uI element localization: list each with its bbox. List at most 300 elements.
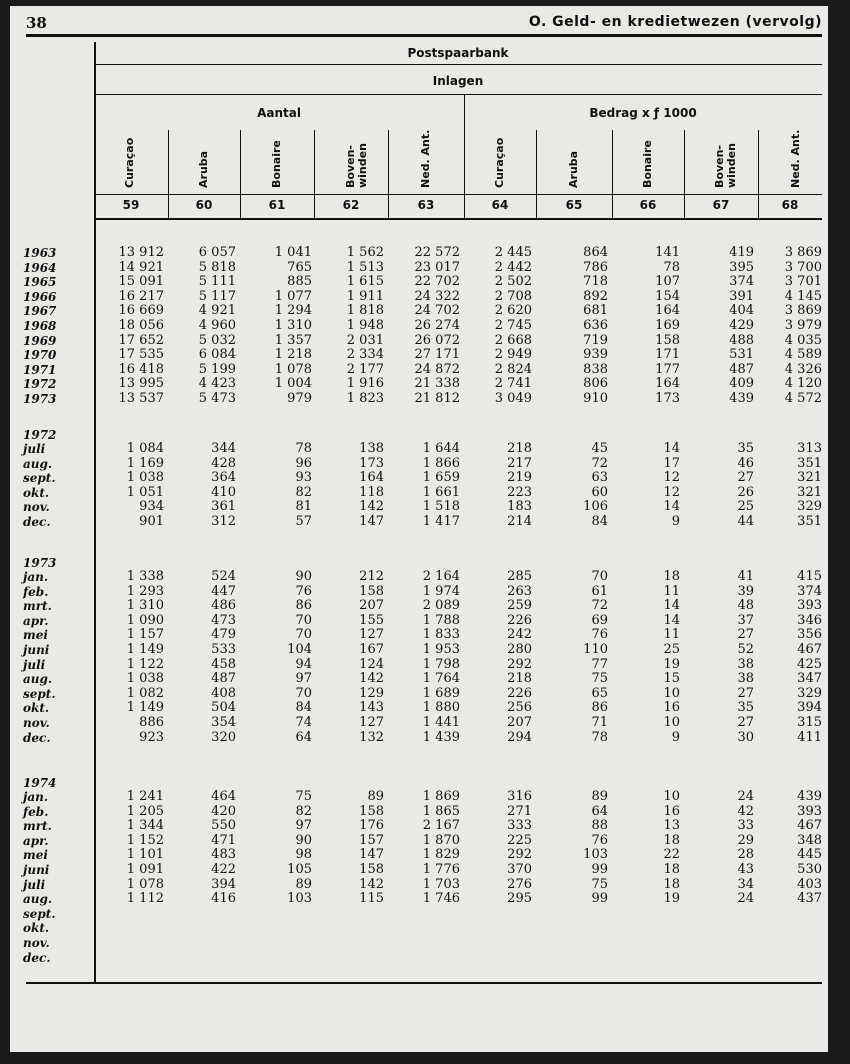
column-number: 66	[639, 198, 657, 212]
table-cell: 82	[295, 484, 312, 500]
table-cell: 13	[663, 818, 680, 834]
table-cell: 19	[663, 656, 680, 672]
row-label: okt.	[23, 921, 50, 936]
table-row	[10, 570, 828, 585]
table-cell: 132	[359, 729, 384, 745]
table-cell: 106	[583, 499, 608, 515]
table-cell: 52	[737, 642, 754, 657]
table-cell: 71	[591, 715, 608, 730]
table-cell: 320	[211, 729, 236, 745]
table-cell: 219	[507, 470, 532, 486]
table-cell: 934	[139, 499, 164, 515]
table-cell: 6 084	[198, 347, 236, 363]
table-cell: 5 032	[198, 332, 236, 348]
table-cell: 10	[663, 789, 680, 804]
table-cell: 395	[729, 259, 754, 275]
group-title: Postspaarbank	[407, 46, 509, 60]
table-cell: 420	[211, 803, 236, 819]
table-cell: 393	[797, 598, 822, 614]
table-cell: 1 157	[126, 627, 164, 643]
table-cell: 1 689	[422, 685, 460, 701]
col-header-ned-ant: Ned. Ant.	[419, 129, 432, 188]
table-cell: 5 473	[198, 391, 236, 406]
table-cell: 158	[655, 332, 680, 348]
table-cell: 84	[295, 700, 312, 716]
table-cell: 256	[507, 700, 532, 716]
table-cell: 177	[655, 361, 680, 377]
table-cell: 1 310	[126, 598, 164, 614]
section-year-1974: 1974	[23, 776, 57, 790]
table-cell: 4 120	[784, 376, 822, 392]
table-cell: 10	[663, 715, 680, 730]
table-row	[10, 614, 828, 629]
table-cell: 374	[797, 583, 822, 599]
table-cell: 4 326	[784, 361, 822, 377]
table-cell: 84	[591, 514, 608, 529]
table-cell: 422	[211, 862, 236, 877]
row-label: mei	[23, 848, 48, 863]
table-cell: 1 441	[422, 715, 460, 730]
table-cell: 158	[359, 862, 384, 877]
table-cell: 23 017	[414, 259, 460, 275]
table-cell: 164	[655, 303, 680, 319]
table-cell: 1 866	[422, 455, 460, 471]
table-cell: 437	[797, 891, 822, 907]
column-number: 67	[712, 198, 730, 212]
table-cell: 24 322	[414, 288, 460, 304]
table-cell: 2 741	[494, 376, 532, 392]
table-cell: 487	[211, 671, 236, 687]
table-row	[10, 377, 828, 392]
table-cell: 124	[359, 656, 384, 672]
bottom-rule	[26, 982, 822, 984]
table-row	[10, 392, 828, 407]
table-cell: 910	[583, 391, 608, 406]
col-header-aruba-bedrag: Aruba	[567, 150, 580, 188]
table-cell: 43	[737, 862, 754, 877]
row-label: feb.	[23, 804, 49, 819]
table-row	[10, 687, 828, 702]
table-cell: 370	[507, 862, 532, 877]
table-row	[10, 892, 828, 907]
row-label: 1968	[23, 319, 57, 333]
table-cell: 34	[737, 876, 754, 892]
row-label: 1973	[23, 392, 57, 406]
row-label: 1972	[23, 377, 57, 392]
table-cell: 524	[211, 569, 236, 584]
table-cell: 61	[591, 583, 608, 599]
table-cell: 2 334	[346, 347, 384, 363]
table-cell: 173	[655, 391, 680, 406]
table-cell: 2 668	[494, 332, 532, 348]
row-label: sept.	[23, 686, 56, 701]
table-cell: 1 644	[422, 441, 460, 456]
bedrag-label: Bedrag x ƒ 1000	[589, 106, 697, 120]
table-cell: 280	[507, 642, 532, 657]
table-cell: 464	[211, 789, 236, 804]
table-cell: 681	[583, 303, 608, 319]
table-cell: 147	[359, 847, 384, 863]
table-cell: 806	[583, 376, 608, 392]
row-label: dec.	[23, 730, 51, 745]
table-cell: 24	[737, 789, 754, 804]
table-row	[10, 672, 828, 687]
table-cell: 410	[211, 484, 236, 500]
table-cell: 27	[737, 715, 754, 730]
row-label: juli	[23, 442, 46, 456]
row-label: nov.	[23, 716, 50, 730]
table-cell: 242	[507, 627, 532, 643]
table-cell: 1 205	[126, 803, 164, 819]
table-cell: 18	[663, 569, 680, 584]
table-cell: 263	[507, 583, 532, 599]
table-row	[10, 471, 828, 486]
table-cell: 4 589	[784, 347, 822, 363]
table-cell: 81	[295, 499, 312, 515]
table-cell: 259	[507, 598, 532, 614]
table-cell: 1 122	[126, 656, 164, 672]
table-cell: 22	[663, 847, 680, 863]
col-header-curacao: Curaçao	[123, 137, 136, 188]
table-cell: 467	[797, 642, 822, 657]
table-cell: 1 776	[422, 862, 460, 877]
table-cell: 214	[507, 514, 532, 529]
table-cell: 533	[211, 642, 236, 657]
table-cell: 346	[797, 612, 822, 628]
table-row	[10, 863, 828, 878]
table-cell: 1 953	[422, 642, 460, 657]
table-cell: 93	[295, 470, 312, 486]
table-cell: 129	[359, 685, 384, 701]
table-cell: 439	[797, 789, 822, 804]
row-label: aug.	[23, 892, 53, 907]
table-cell: 483	[211, 847, 236, 863]
table-cell: 90	[295, 569, 312, 584]
table-cell: 1 078	[274, 361, 312, 377]
table-cell: 1 149	[126, 700, 164, 716]
table-row	[10, 701, 828, 716]
table-cell: 4 572	[784, 391, 822, 406]
table-cell: 486	[211, 598, 236, 614]
table-cell: 38	[737, 656, 754, 672]
table-cell: 2 089	[422, 598, 460, 614]
table-cell: 27 171	[414, 347, 460, 363]
table-cell: 321	[797, 470, 822, 486]
table-cell: 487	[729, 361, 754, 377]
table-cell: 9	[671, 514, 680, 529]
table-cell: 169	[655, 318, 680, 333]
table-cell: 45	[591, 441, 608, 456]
table-cell: 312	[211, 514, 236, 529]
table-cell: 1 051	[126, 484, 164, 500]
table-row	[10, 805, 828, 820]
table-cell: 1 818	[346, 303, 384, 319]
table-cell: 1 338	[126, 569, 164, 584]
col-header-bovenwinden: Boven-winden	[344, 143, 369, 188]
table-cell: 1 659	[422, 470, 460, 486]
table-cell: 30	[737, 729, 754, 745]
table-cell: 72	[591, 598, 608, 614]
row-label: mei	[23, 628, 48, 643]
table-cell: 39	[737, 583, 754, 599]
table-cell: 16 217	[118, 288, 164, 304]
table-cell: 103	[583, 847, 608, 863]
table-cell: 171	[655, 347, 680, 363]
table-cell: 321	[797, 484, 822, 500]
row-label: 1971	[23, 362, 57, 377]
table-cell: 838	[583, 361, 608, 377]
table-cell: 76	[591, 832, 608, 848]
table-cell: 2 164	[422, 569, 460, 584]
row-label: okt.	[23, 701, 50, 716]
table-cell: 1 090	[126, 612, 164, 628]
table-cell: 1 865	[422, 803, 460, 819]
table-cell: 445	[797, 847, 822, 863]
table-cell: 89	[367, 789, 384, 804]
table-cell: 64	[295, 729, 312, 745]
table-cell: 2 445	[494, 245, 532, 260]
table-cell: 98	[295, 847, 312, 863]
table-cell: 348	[797, 832, 822, 848]
table-cell: 892	[583, 288, 608, 304]
table-cell: 18	[663, 876, 680, 892]
page-title: O. Geld- en kredietwezen (vervolg)	[528, 14, 822, 30]
table-cell: 923	[139, 729, 164, 745]
table-cell: 394	[211, 876, 236, 892]
table-cell: 1 764	[422, 671, 460, 687]
table-cell: 329	[797, 499, 822, 515]
row-label: mrt.	[23, 599, 52, 614]
table-row	[10, 261, 828, 276]
table-cell: 1 869	[422, 789, 460, 804]
table-cell: 5 111	[198, 274, 236, 290]
table-cell: 16	[663, 803, 680, 819]
table-cell: 428	[211, 455, 236, 471]
row-label: juli	[23, 877, 46, 892]
table-cell: 77	[591, 656, 608, 672]
table-cell: 530	[797, 862, 822, 877]
row-label: dec.	[23, 950, 51, 965]
table-cell: 207	[359, 598, 384, 614]
table-cell: 1 703	[422, 876, 460, 892]
table-cell: 157	[359, 832, 384, 848]
table-row	[10, 304, 828, 319]
row-label: sept.	[23, 906, 56, 921]
col-header-bonaire: Bonaire	[270, 140, 283, 188]
table-cell: 531	[729, 347, 754, 363]
table-cell: 786	[583, 259, 608, 275]
table-cell: 9	[671, 729, 680, 745]
table-cell: 1 041	[274, 245, 312, 260]
table-row	[10, 290, 828, 305]
table-cell: 141	[655, 245, 680, 260]
table-cell: 329	[797, 685, 822, 701]
table-cell: 104	[287, 642, 312, 657]
table-cell: 115	[359, 891, 384, 907]
table-cell: 1 169	[126, 455, 164, 471]
table-cell: 394	[797, 700, 822, 716]
table-cell: 158	[359, 803, 384, 819]
table-cell: 24 872	[414, 361, 460, 377]
row-label: 1969	[23, 333, 57, 348]
table-cell: 2 442	[494, 259, 532, 275]
row-label: 1964	[23, 260, 57, 275]
table-cell: 78	[591, 729, 608, 745]
table-row	[10, 599, 828, 614]
table-cell: 75	[295, 789, 312, 804]
sub-title: Inlagen	[432, 74, 484, 88]
column-number: 65	[565, 198, 583, 212]
aantal-label: Aantal	[257, 106, 301, 120]
column-number: 62	[342, 198, 360, 212]
table-row	[10, 834, 828, 849]
group-rule	[94, 64, 822, 65]
table-cell: 226	[507, 612, 532, 628]
table-cell: 13 537	[118, 391, 164, 406]
table-cell: 183	[507, 499, 532, 515]
col-header-ned-ant-bedrag: Ned. Ant.	[789, 129, 802, 188]
table-cell: 16 669	[118, 303, 164, 319]
table-row	[10, 585, 828, 600]
table-cell: 1 084	[126, 441, 164, 456]
table-cell: 1 077	[274, 288, 312, 304]
table-cell: 1 091	[126, 862, 164, 877]
table-cell: 1 152	[126, 832, 164, 848]
table-cell: 2 167	[422, 818, 460, 834]
table-cell: 26 274	[414, 318, 460, 333]
column-number: 68	[781, 198, 799, 212]
row-label: 1970	[23, 348, 57, 363]
table-cell: 1 082	[126, 685, 164, 701]
table-cell: 110	[583, 642, 608, 657]
table-cell: 1 948	[346, 318, 384, 333]
table-cell: 458	[211, 656, 236, 672]
table-cell: 12	[663, 484, 680, 500]
table-cell: 158	[359, 583, 384, 599]
table-cell: 351	[797, 514, 822, 529]
table-row	[10, 658, 828, 673]
table-cell: 75	[591, 671, 608, 687]
table-cell: 1 112	[126, 891, 164, 907]
table-cell: 393	[797, 803, 822, 819]
table-cell: 14	[663, 612, 680, 628]
table-cell: 315	[797, 715, 822, 730]
table-cell: 939	[583, 347, 608, 363]
row-label: nov.	[23, 500, 50, 515]
table-cell: 344	[211, 441, 236, 456]
table-cell: 271	[507, 803, 532, 819]
table-cell: 167	[359, 642, 384, 657]
row-label: mrt.	[23, 819, 52, 834]
table-cell: 3 869	[784, 245, 822, 260]
table-cell: 14	[663, 499, 680, 515]
table-cell: 3 700	[784, 259, 822, 275]
table-cell: 44	[737, 514, 754, 529]
header-bottom-rule	[94, 218, 822, 220]
table-cell: 70	[295, 685, 312, 701]
table-cell: 1 038	[126, 470, 164, 486]
col-header-bonaire-bedrag: Bonaire	[641, 140, 654, 188]
row-label: juli	[23, 657, 46, 672]
table-row	[10, 319, 828, 334]
table-cell: 72	[591, 455, 608, 471]
table-cell: 97	[295, 671, 312, 687]
table-cell: 143	[359, 700, 384, 716]
table-cell: 1 038	[126, 671, 164, 687]
table-cell: 429	[729, 318, 754, 333]
table-cell: 176	[359, 818, 384, 834]
table-cell: 225	[507, 832, 532, 848]
table-cell: 1 344	[126, 818, 164, 834]
table-cell: 636	[583, 318, 608, 333]
subgroup-rule	[94, 94, 822, 95]
table-cell: 404	[729, 303, 754, 319]
col-header-bovenwinden-bedrag: Boven-winden	[713, 143, 738, 188]
table-cell: 718	[583, 274, 608, 290]
table-cell: 4 145	[784, 288, 822, 304]
row-label: apr.	[23, 613, 49, 628]
row-label: sept.	[23, 471, 56, 486]
table-cell: 46	[737, 455, 754, 471]
table-cell: 276	[507, 876, 532, 892]
table-cell: 11	[663, 627, 680, 643]
table-cell: 70	[591, 569, 608, 584]
table-cell: 13 995	[118, 376, 164, 392]
table-cell: 65	[591, 685, 608, 701]
table-cell: 473	[211, 612, 236, 628]
table-cell: 17 535	[118, 347, 164, 363]
table-cell: 218	[507, 441, 532, 456]
table-cell: 24	[737, 891, 754, 907]
table-cell: 218	[507, 671, 532, 687]
table-row	[10, 246, 828, 261]
table-cell: 415	[797, 569, 822, 584]
table-cell: 107	[655, 274, 680, 290]
table-cell: 1 101	[126, 847, 164, 863]
table-cell: 295	[507, 891, 532, 907]
table-cell: 78	[663, 259, 680, 275]
table-cell: 354	[211, 715, 236, 730]
table-cell: 76	[591, 627, 608, 643]
table-cell: 18 056	[118, 318, 164, 333]
table-cell: 1 241	[126, 789, 164, 804]
table-cell: 164	[655, 376, 680, 392]
table-cell: 1 149	[126, 642, 164, 657]
table-cell: 89	[591, 789, 608, 804]
column-number: 63	[417, 198, 435, 212]
table-cell: 18	[663, 862, 680, 877]
table-cell: 48	[737, 598, 754, 614]
table-cell: 97	[295, 818, 312, 834]
table-cell: 14 921	[118, 259, 164, 275]
table-cell: 1 823	[346, 391, 384, 406]
table-cell: 11	[663, 583, 680, 599]
table-cell: 1 833	[422, 627, 460, 643]
table-cell: 6 057	[198, 245, 236, 260]
table-cell: 142	[359, 499, 384, 515]
table-cell: 3 701	[784, 274, 822, 290]
row-label: dec.	[23, 515, 51, 529]
section-year-1972: 1972	[23, 428, 57, 442]
table-cell: 25	[737, 499, 754, 515]
table-cell: 27	[737, 685, 754, 701]
table-cell: 3 869	[784, 303, 822, 319]
table-cell: 1 615	[346, 274, 384, 290]
table-cell: 217	[507, 455, 532, 471]
table-cell: 3 049	[494, 391, 532, 406]
table-cell: 2 177	[346, 361, 384, 377]
table-cell: 1 870	[422, 832, 460, 848]
